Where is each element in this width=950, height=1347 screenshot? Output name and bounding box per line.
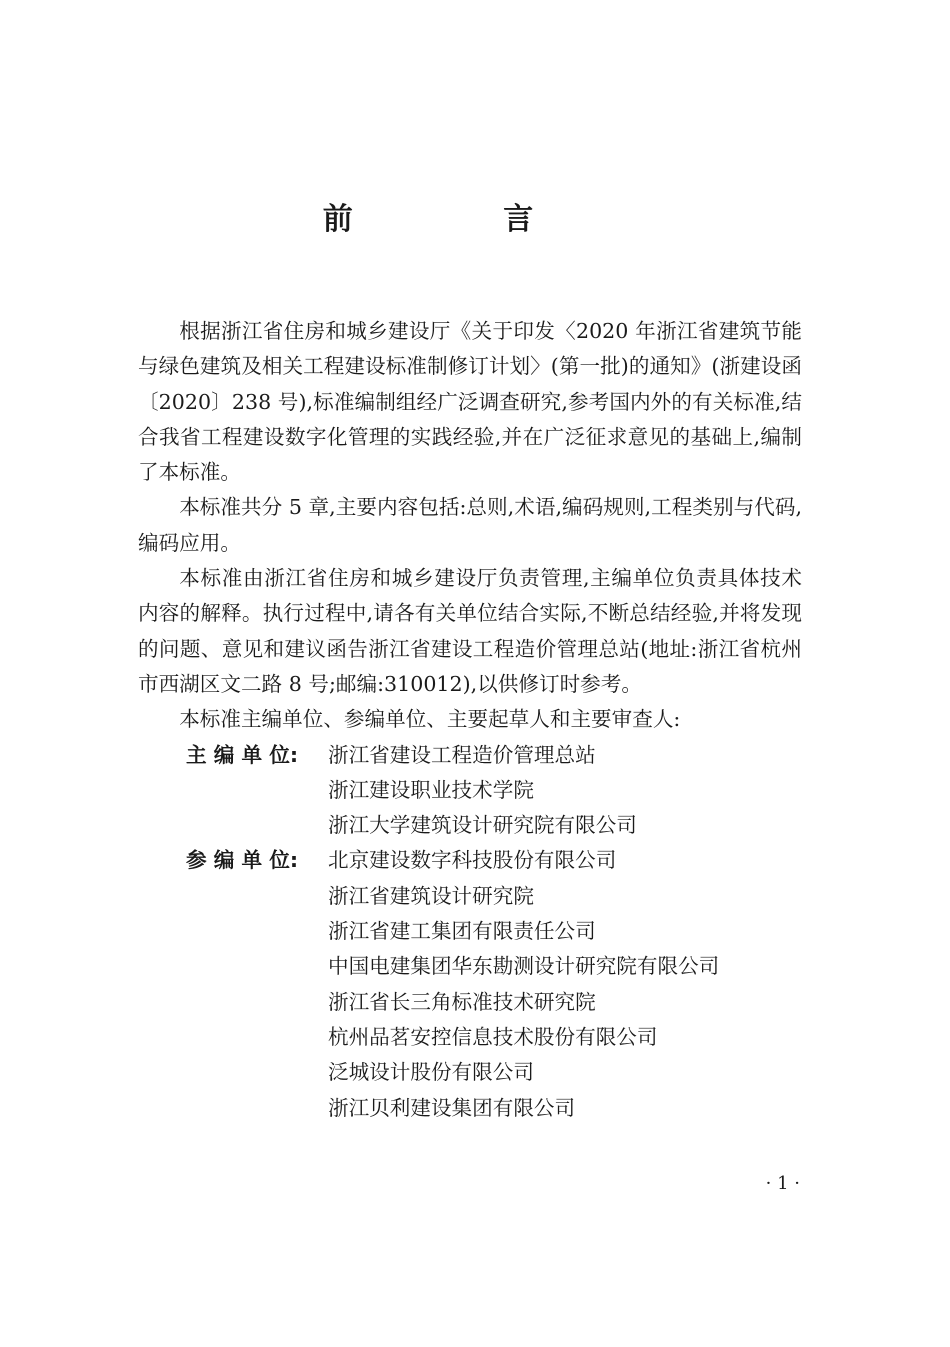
list-item: 浙江大学建筑设计研究院有限公司	[328, 813, 637, 838]
participating-units-list	[328, 843, 719, 1125]
list-item: 浙江贝利建设集团有限公司	[328, 1095, 576, 1120]
paragraph-basis: 根据浙江省住房和城乡建设厅《关于印发〈2020 年浙江省建筑节能与绿色建筑及相关工程建设标准制修订计划〉(第一批)的通知》(浙建设函〔2020〕238 号),标准编制组经广泛调查研究,参考国内外的有关标准,结合我省工程建设数字化管理的实践经验,并在广泛征求意见的基础上,编制了本标准。	[138, 319, 802, 485]
list-item: 浙江省长三角标准技术研究院	[328, 989, 596, 1014]
chief-units-list	[328, 738, 637, 844]
list-item: 浙江省建设工程造价管理总站	[328, 742, 596, 767]
list-item: 浙江省建工集团有限责任公司	[328, 919, 596, 944]
list-item: 泛城设计股份有限公司	[328, 1060, 534, 1085]
paragraph-chapters: 本标准共分 5 章,主要内容包括:总则,术语,编码规则,工程类别与代码,编码应用。	[138, 495, 802, 555]
list-item: 杭州品茗安控信息技术股份有限公司	[328, 1024, 658, 1049]
preface-body	[138, 314, 802, 1126]
participating-units-label: 参 编 单 位:	[186, 848, 299, 873]
list-item: 浙江建设职业技术学院	[328, 777, 534, 802]
list-item: 北京建设数字科技股份有限公司	[328, 848, 617, 873]
chief-units-section	[138, 738, 802, 844]
list-item: 浙江省建筑设计研究院	[328, 883, 534, 908]
participating-units-section	[138, 843, 802, 1125]
paragraph-units-intro: 本标准主编单位、参编单位、主要起草人和主要审查人:	[179, 707, 681, 732]
page-title: 前 言	[322, 202, 604, 237]
paragraph-management: 本标准由浙江省住房和城乡建设厅负责管理,主编单位负责具体技术内容的解释。执行过程中,请各有关单位结合实际,不断总结经验,并将发现的问题、意见和建议函告浙江省建设工程造价管理总站(地址:浙江省杭州市西湖区文二路 8 号;邮编:310012),以供修订时参考。	[138, 566, 802, 696]
list-item: 中国电建集团华东勘测设计研究院有限公司	[328, 954, 720, 979]
page-number: · 1 ·	[765, 1173, 800, 1194]
chief-units-label: 主 编 单 位:	[186, 742, 299, 767]
